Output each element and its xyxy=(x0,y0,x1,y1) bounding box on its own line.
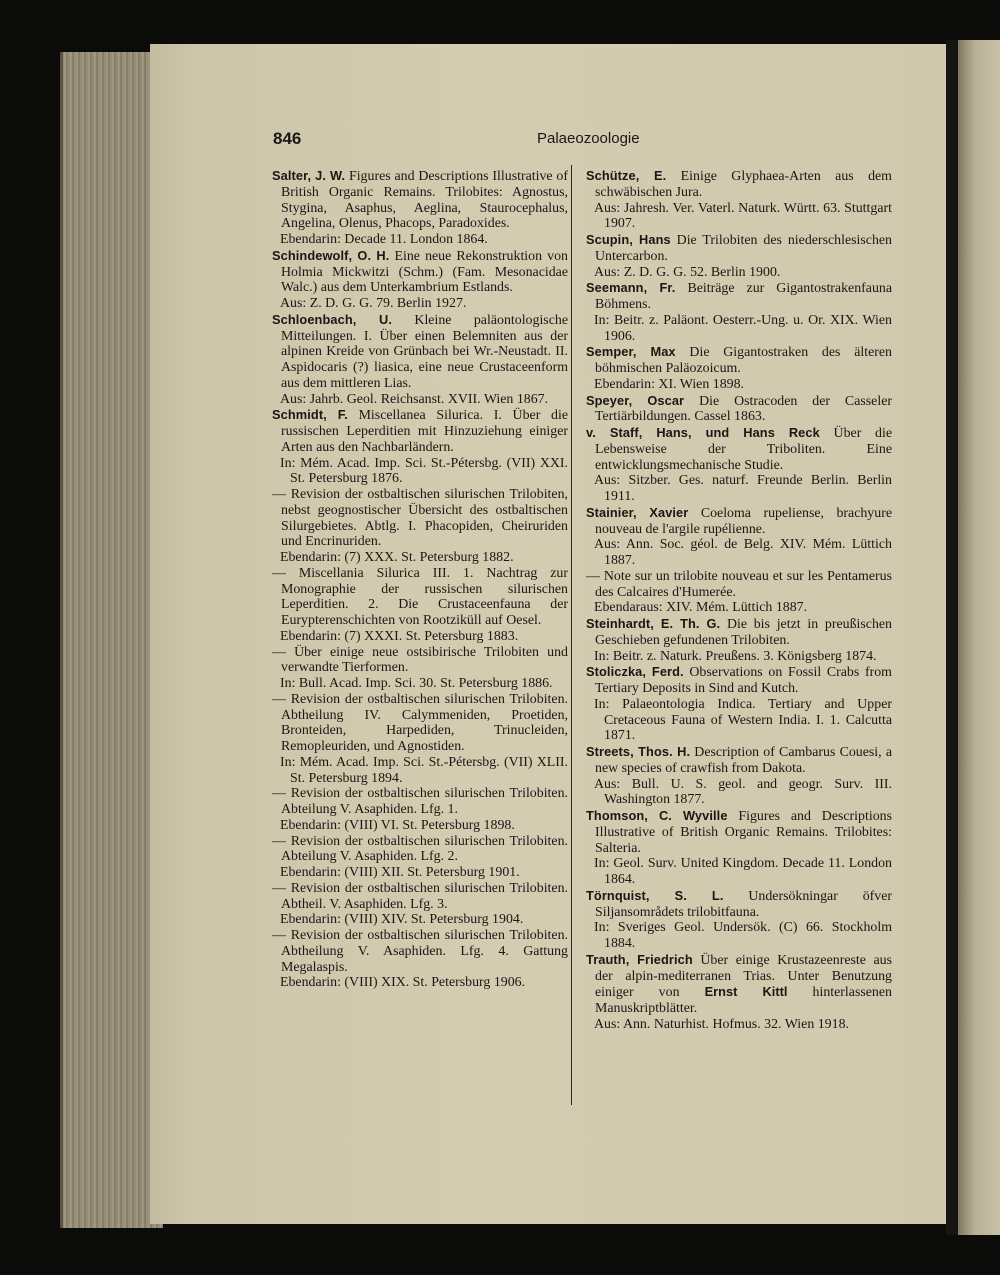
bibliography-entry xyxy=(586,393,892,426)
bibliography-entry xyxy=(586,744,892,808)
entry-author: Stoliczka, Ferd. xyxy=(586,664,684,680)
column-rule xyxy=(571,165,572,1105)
bibliography-entry xyxy=(586,664,892,744)
entry-title xyxy=(272,692,568,755)
entry-text: — Revision der ostbaltischen silurischen Trilobiten. Abteilung V. Asaphiden. Lfg. 1. xyxy=(272,786,568,817)
entry-source: Aus: Ann. Naturhist. Hofmus. 32. Wien 1918. xyxy=(594,1016,849,1032)
entry-source: Aus: Sitzber. Ges. naturf. Freunde Berlin. Berlin 1911. xyxy=(594,473,892,504)
entry-title xyxy=(586,744,892,777)
entry-text: Coeloma rupeliense, brachyure nouveau de l'argile rupélienne. xyxy=(595,505,892,537)
bibliography-entry xyxy=(272,312,568,408)
entry-source: Ebendaraus: XIV. Mém. Lüttich 1887. xyxy=(594,600,808,616)
running-head: Palaeozoologie xyxy=(537,130,640,147)
entry-text: Über einige Krustazeenreste aus der alpin-mediterranen Trias. Unter Benutzung einiger von xyxy=(595,952,893,1001)
entry-source: Ebendarin: (VIII) XII. St. Petersburg 1901. xyxy=(280,865,520,880)
entry-source: Aus: Jahresh. Ver. Vaterl. Naturk. Württ. 63. Stuttgart 1907. xyxy=(594,200,892,232)
entry-source: Ebendarin: (VIII) XIV. St. Petersburg 1904. xyxy=(280,912,524,928)
entry-title xyxy=(272,881,568,913)
entry-author: Törnquist, S. L. xyxy=(586,887,724,903)
entry-text: Figures and Descriptions Illustrative of British Organic Remains. Trilobites: Agnostus, Stygina, Asaphus, Aeglina, Staurocephalus, Angelina, Olenus, Phacops, Paradoxides. xyxy=(281,169,568,232)
entry-author: Thomson, C. Wyville xyxy=(586,808,728,823)
entry-title xyxy=(272,786,568,818)
bibliography-entry xyxy=(272,487,568,566)
entry-source: Ebendarin: XI. Wien 1898. xyxy=(594,376,745,392)
entry-title xyxy=(586,425,892,473)
bibliography-entry xyxy=(586,168,892,232)
entry-text: Undersökningar öfver Siljansområdets trilobitfauna. xyxy=(595,888,893,920)
entry-text: — Miscellania Silurica III. 1. Nachtrag zur Monographie der russischen silurischen Leperditien. 2. Die Crustaceenfauna der Eurypterenschichten von Rootziküll auf Oesel. xyxy=(272,565,568,628)
entry-author: Steinhardt, E. Th. G. xyxy=(586,616,721,631)
entry-author: Schmidt, F. xyxy=(272,407,348,423)
entry-source: Ebendarin: (7) XXXI. St. Petersburg 1883. xyxy=(280,628,519,644)
entry-text: — Revision der ostbaltischen silurischen Trilobiten. Abtheilung V. Asaphiden. Lfg. 4. Gattung Megalaspis. xyxy=(272,928,568,975)
left-column xyxy=(272,168,568,991)
bibliography-entry xyxy=(586,888,892,952)
entry-source: Ebendarin: Decade 11. London 1864. xyxy=(280,232,488,247)
entry-text: Die bis jetzt in preußischen Geschieben gefundenen Trilobiten. xyxy=(595,617,892,648)
bibliography-entry xyxy=(272,786,568,833)
entry-text: Einige Glyphaea-Arten aus dem schwäbischen Jura. xyxy=(595,169,892,200)
entry-author: Semper, Max xyxy=(586,344,676,360)
entry-title xyxy=(272,248,568,296)
entry-text: Die Gigantostraken des älteren böhmischen Paläozoicum. xyxy=(595,345,892,376)
entry-text: Kleine paläontologische Mitteilungen. I. Über einen Belemniten aus der alpinen Kreide von Grünbach bei Wr.-Neustadt. II. Aspidocaris (?) liasica, eine neue Crustaceenform aus dem mittleren Lias. xyxy=(281,312,568,391)
entry-title xyxy=(586,569,892,601)
entry-text: Eine neue Rekonstruktion von Holmia Mickwitzi (Schm.) (Fam. Mesonacidae Walc.) aus dem Unterkambrium Estlands. xyxy=(281,248,568,296)
entry-text: Die Ostracoden der Casseler Tertiärbildungen. Cassel 1863. xyxy=(595,393,892,425)
bibliography-entry xyxy=(272,881,568,928)
bibliography-entry xyxy=(586,808,892,888)
entry-source: In: Palaeontologia Indica. Tertiary and Upper Cretaceous Fauna of Western India. I. 1. Calcutta 1871. xyxy=(594,696,892,744)
bibliography-entry xyxy=(586,952,892,1033)
entry-text-after: hinterlassenen Manuskriptblätter. xyxy=(595,985,892,1016)
entry-title xyxy=(586,808,892,856)
entry-text: — Über einige neue ostsibirische Trilobiten und verwandte Tierformen. xyxy=(272,644,568,676)
entry-title xyxy=(272,566,568,629)
entry-author: Schloenbach, U. xyxy=(272,311,392,327)
bibliography-entry xyxy=(586,616,892,664)
gutter xyxy=(946,40,958,1235)
entry-text: Description of Cambarus Couesi, a new species of crawfish from Dakota. xyxy=(595,745,892,776)
entry-author: Salter, J. W. xyxy=(272,168,346,183)
bibliography-entry xyxy=(272,834,568,881)
entry-text: Figures and Descriptions Illustrative of British Organic Remains. Trilobites: Salteria. xyxy=(595,809,893,856)
bibliography-entry xyxy=(586,232,892,280)
entry-text: Über die Lebensweise der Triboliten. Eine entwicklungsmechanische Studie. xyxy=(595,426,893,473)
entry-text: — Revision der ostbaltischen silurischen Trilobiten, nebst geognostischer Übersicht des ostbaltischen Silurgebietes. Abtlg. I. Phacopiden, Cheiruriden und Encrinuriden. xyxy=(272,487,568,550)
entry-author: v. Staff, Hans, und Hans Reck xyxy=(586,425,820,440)
bibliography-entry xyxy=(272,692,568,787)
entry-title xyxy=(272,407,568,455)
entry-author: Trauth, Friedrich xyxy=(586,951,693,967)
bibliography-entry xyxy=(272,407,568,487)
entry-text: — Revision der ostbaltischen silurischen Trilobiten. Abteilung V. Asaphiden. Lfg. 2. xyxy=(272,833,568,865)
bibliography-entry xyxy=(272,566,568,645)
entry-source: Ebendarin: (VIII) XIX. St. Petersburg 1906. xyxy=(280,975,526,991)
entry-title xyxy=(586,168,892,201)
entry-text: — Note sur un trilobite nouveau et sur les Pentamerus des Calcaires d'Humerée. xyxy=(586,568,892,600)
page-edges xyxy=(60,52,163,1228)
entry-source: Ebendarin: (7) XXX. St. Petersburg 1882. xyxy=(280,550,514,565)
entry-title xyxy=(272,312,568,392)
entry-source: Aus: Jahrb. Geol. Reichsanst. XVII. Wien 1867. xyxy=(280,391,549,407)
entry-author: Scupin, Hans xyxy=(586,232,671,247)
bibliography-entry xyxy=(272,928,568,991)
entry-text: — Revision der ostbaltischen silurischen Trilobiten. Abtheil. V. Asaphiden. Lfg. 3. xyxy=(272,880,568,912)
entry-title xyxy=(272,928,568,975)
entry-source: In: Sveriges Geol. Undersök. (C) 66. Stockholm 1884. xyxy=(594,920,892,951)
entry-author: Seemann, Fr. xyxy=(586,280,676,296)
entry-source: Ebendarin: (VIII) VI. St. Petersburg 1898. xyxy=(280,817,515,833)
bibliography-entry xyxy=(586,344,892,392)
entry-source: In: Mém. Acad. Imp. Sci. St.-Pétersbg. (VII) XLII. St. Petersburg 1894. xyxy=(280,754,568,786)
bibliography-entry xyxy=(586,569,892,616)
entry-title xyxy=(586,344,892,377)
entry-source: Aus: Z. D. G. G. 52. Berlin 1900. xyxy=(594,264,781,280)
entry-author: Streets, Thos. H. xyxy=(586,744,691,759)
entry-source: In: Geol. Surv. United Kingdom. Decade 11. London 1864. xyxy=(594,856,892,887)
entry-title xyxy=(586,505,892,538)
entry-author: Stainier, Xavier xyxy=(586,504,689,520)
entry-source: Aus: Bull. U. S. geol. and geogr. Surv. III. Washington 1877. xyxy=(594,776,892,808)
entry-bold-name: Ernst Kittl xyxy=(704,984,788,1000)
entry-source: Aus: Ann. Soc. géol. de Belg. XIV. Mém. Lüttich 1887. xyxy=(594,537,892,568)
entry-title xyxy=(586,393,892,426)
bibliography-entry xyxy=(272,248,568,312)
entry-title xyxy=(586,232,892,265)
bibliography-entry xyxy=(586,505,892,569)
entry-title xyxy=(272,834,568,866)
entry-text: Beiträge zur Gigantostrakenfauna Böhmens. xyxy=(595,281,893,312)
entry-text: Miscellanea Silurica. I. Über die russischen Leperditien mit Hinzuziehung einiger Arten aus den Nachbarländern. xyxy=(281,408,568,455)
entry-text: Observations on Fossil Crabs from Tertiary Deposits in Sind and Kutch. xyxy=(595,665,892,696)
next-page-edge xyxy=(958,40,1000,1235)
bibliography-entry xyxy=(586,280,892,344)
entry-title xyxy=(586,664,892,697)
entry-source: In: Beitr. z. Naturk. Preußens. 3. Königsberg 1874. xyxy=(594,648,877,664)
entry-author: Schindewolf, O. H. xyxy=(272,247,390,263)
entry-author: Schütze, E. xyxy=(586,168,667,183)
entry-source: In: Bull. Acad. Imp. Sci. 30. St. Petersburg 1886. xyxy=(280,676,553,691)
entry-title xyxy=(586,888,892,921)
entry-title xyxy=(586,616,892,649)
entry-title xyxy=(586,280,892,313)
page-number: 846 xyxy=(273,129,302,148)
bibliography-entry xyxy=(272,168,568,248)
entry-title xyxy=(586,952,892,1017)
entry-source: In: Beitr. z. Paläont. Oesterr.-Ung. u. Or. XIX. Wien 1906. xyxy=(594,312,892,344)
entry-text: — Revision der ostbaltischen silurischen Trilobiten. Abtheilung IV. Calymmeniden, Proetiden, Bronteiden, Harpediden, Trinucleiden, Remopleuriden, und Agnostiden. xyxy=(272,691,568,754)
entry-author: Speyer, Oscar xyxy=(586,392,685,408)
entry-source: In: Mém. Acad. Imp. Sci. St.-Pétersbg. (VII) XXI. St. Petersburg 1876. xyxy=(280,455,568,487)
entry-title xyxy=(272,645,568,677)
entry-source: Aus: Z. D. G. G. 79. Berlin 1927. xyxy=(280,296,467,311)
entry-text: Die Trilobiten des niederschlesischen Untercarbon. xyxy=(595,233,892,264)
entry-title xyxy=(272,487,568,550)
bibliography-entry xyxy=(272,645,568,692)
bibliography-entry xyxy=(586,425,892,505)
entry-title xyxy=(272,168,568,232)
right-column xyxy=(586,168,892,1033)
